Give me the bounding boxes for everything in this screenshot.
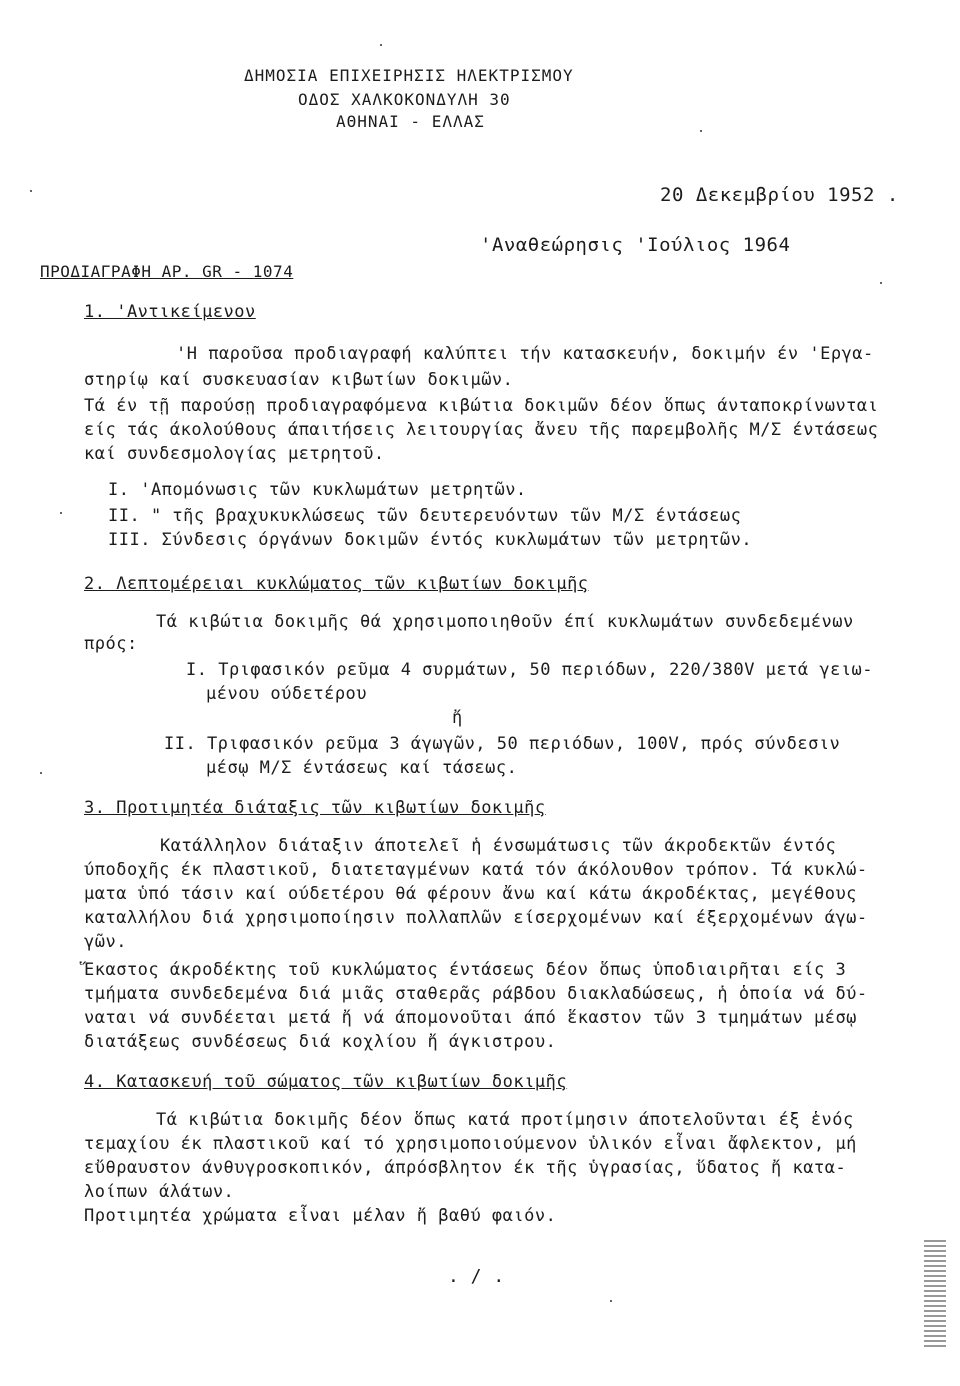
section-3-line: ματα ὑπό τάσιν καί ούδετέρου θά φέρουν ἄνω καί κάτω άκροδέκτας, μεγέθους <box>84 884 857 904</box>
section-2-item-2: II. Τριφασικόν ρεῦμα 3 άγωγῶν, 50 περιόδων, 100V, πρός σύνδεσιν <box>164 734 841 754</box>
section-3-line: ναται νά συνδέεται μετά ἤ νά άπομονοῦται άπό ἕκαστον τῶν 3 τμημάτων μέσῳ <box>84 1008 857 1028</box>
scan-speck <box>30 190 32 192</box>
section-4-title: 4. Κατασκευή τοῦ σώματος τῶν κιβωτίων δοκιμῆς <box>84 1072 568 1092</box>
section-3-line: Ἕκαστος άκροδέκτης τοῦ κυκλώματος έντάσεως δέον ὅπως ὑποδιαιρῆται είς 3 <box>84 960 847 980</box>
section-3-line: Κατάλληλον διάταξιν άποτελεῖ ἡ ένσωμάτωσις τῶν άκροδεκτῶν έντός <box>160 836 837 856</box>
scan-speck <box>60 512 62 514</box>
section-1-item: I. 'Απομόνωσις τῶν κυκλωμάτων μετρητῶν. <box>108 480 527 500</box>
section-3-line: γῶν. <box>84 932 127 952</box>
section-1-line: είς τάς άκολούθους άπαιτήσεις λειτουργίας ἄνευ τῆς παρεμβολῆς Μ/Σ έντάσεως <box>84 420 879 440</box>
section-3-line: διατάξεως συνδέσεως διά κοχλίου ἤ άγκιστρου. <box>84 1032 557 1052</box>
scan-speck <box>700 130 702 132</box>
org-street: ΟΔΟΣ ΧΑΛΚΟΚΟΝΔΥΛΗ 30 <box>298 90 511 109</box>
section-2-intro: Τά κιβώτια δοκιμῆς θά χρησιμοποιηθοῦν έπί κυκλωμάτων συνδεδεμένων <box>156 612 854 632</box>
section-3-line: ύποδοχῆς έκ πλαστικοῦ, διατεταγμένων κατά τόν άκόλουθον τρόπον. Τά κυκλώ- <box>84 860 868 880</box>
end-mark: . / . <box>448 1266 505 1287</box>
section-4-line: Προτιμητέα χρώματα εἶναι μέλαν ἤ βαθύ φαιόν. <box>84 1206 557 1226</box>
section-3-line: τμήματα συνδεδεμένα διά μιᾶς σταθερᾶς ράβδου διακλαδώσεως, ἡ ὁποία νά δύ- <box>84 984 868 1004</box>
section-1-line: Τά έν τῇ παρούσῃ προδιαγραφόμενα κιβώτια δοκιμῶν δέον ὅπως άνταποκρίνωνται <box>84 396 879 416</box>
section-1-line: στηρίῳ καί συσκευασίαν κιβωτίων δοκιμῶν. <box>84 370 514 390</box>
section-1-item: II. " τῆς βραχυκυκλώσεως τῶν δευτερευόντων τῶν Μ/Σ έντάσεως <box>108 506 742 526</box>
section-3-line: καταλλήλου διά χρησιμοποίησιν πολλαπλῶν είσερχομένων καί έξερχομένων άγω- <box>84 908 868 928</box>
scan-noise <box>924 1240 946 1350</box>
section-2-item-1-cont: μένου ούδετέρου <box>206 684 368 704</box>
issue-date: 20 Δεκεμβρίου 1952 . <box>660 184 899 206</box>
section-3-title: 3. Προτιμητέα διάταξις τῶν κιβωτίων δοκιμῆς <box>84 798 546 818</box>
section-2-pros: πρός: <box>84 634 138 654</box>
section-2-title: 2. Λεπτομέρειαι κυκλώματος τῶν κιβωτίων δοκιμῆς <box>84 574 589 594</box>
section-1-line: 'Η παροῦσα προδιαγραφή καλύπτει τήν κατασκευήν, δοκιμήν έν 'Εργα- <box>176 344 874 364</box>
revision-date: 'Αναθεώρησις 'Ιούλιος 1964 <box>480 234 791 256</box>
org-name: ΔΗΜΟΣΙΑ ΕΠΙΧΕΙΡΗΣΙΣ ΗΛΕΚΤΡΙΣΜΟΥ <box>244 66 574 85</box>
section-1-title: 1. 'Αντικείμενον <box>84 302 256 322</box>
spec-number: ΠΡΟΔΙΑΓΡΑΦΗ ΑΡ. GR - 1074 <box>40 262 294 281</box>
scan-speck <box>40 772 42 774</box>
org-city: ΑΘΗΝΑΙ - ΕΛΛΑΣ <box>336 112 485 131</box>
section-1-line: καί συνδεσμολογίας μετρητοῦ. <box>84 444 385 464</box>
section-4-line: Τά κιβώτια δοκιμῆς δέον ὅπως κατά προτίμησιν άποτελοῦνται έξ ἑνός <box>156 1110 854 1130</box>
scan-speck <box>880 282 882 284</box>
section-4-line: εὔθραυστον άνθυγροσκοπικόν, άπρόσβλητον έκ τῆς ὑγρασίας, ὕδατος ἤ κατα- <box>84 1158 847 1178</box>
section-2-item-2-cont: μέσῳ Μ/Σ έντάσεως καί τάσεως. <box>206 758 518 778</box>
section-4-line: λοίπων άλάτων. <box>84 1182 235 1202</box>
scan-speck <box>380 44 382 46</box>
section-2-item-1: I. Τριφασικόν ρεῦμα 4 συρμάτων, 50 περιόδων, 220/380V μετά γειω- <box>186 660 874 680</box>
section-4-line: τεμαχίου έκ πλαστικοῦ καί τό χρησιμοποιούμενον ὑλικόν εἶναι ἄφλεκτον, μή <box>84 1134 857 1154</box>
section-1-item: III. Σύνδεσις όργάνων δοκιμῶν έντός κυκλωμάτων τῶν μετρητῶν. <box>108 530 753 550</box>
section-2-or: ἤ <box>452 708 463 728</box>
scan-speck <box>610 1300 612 1302</box>
